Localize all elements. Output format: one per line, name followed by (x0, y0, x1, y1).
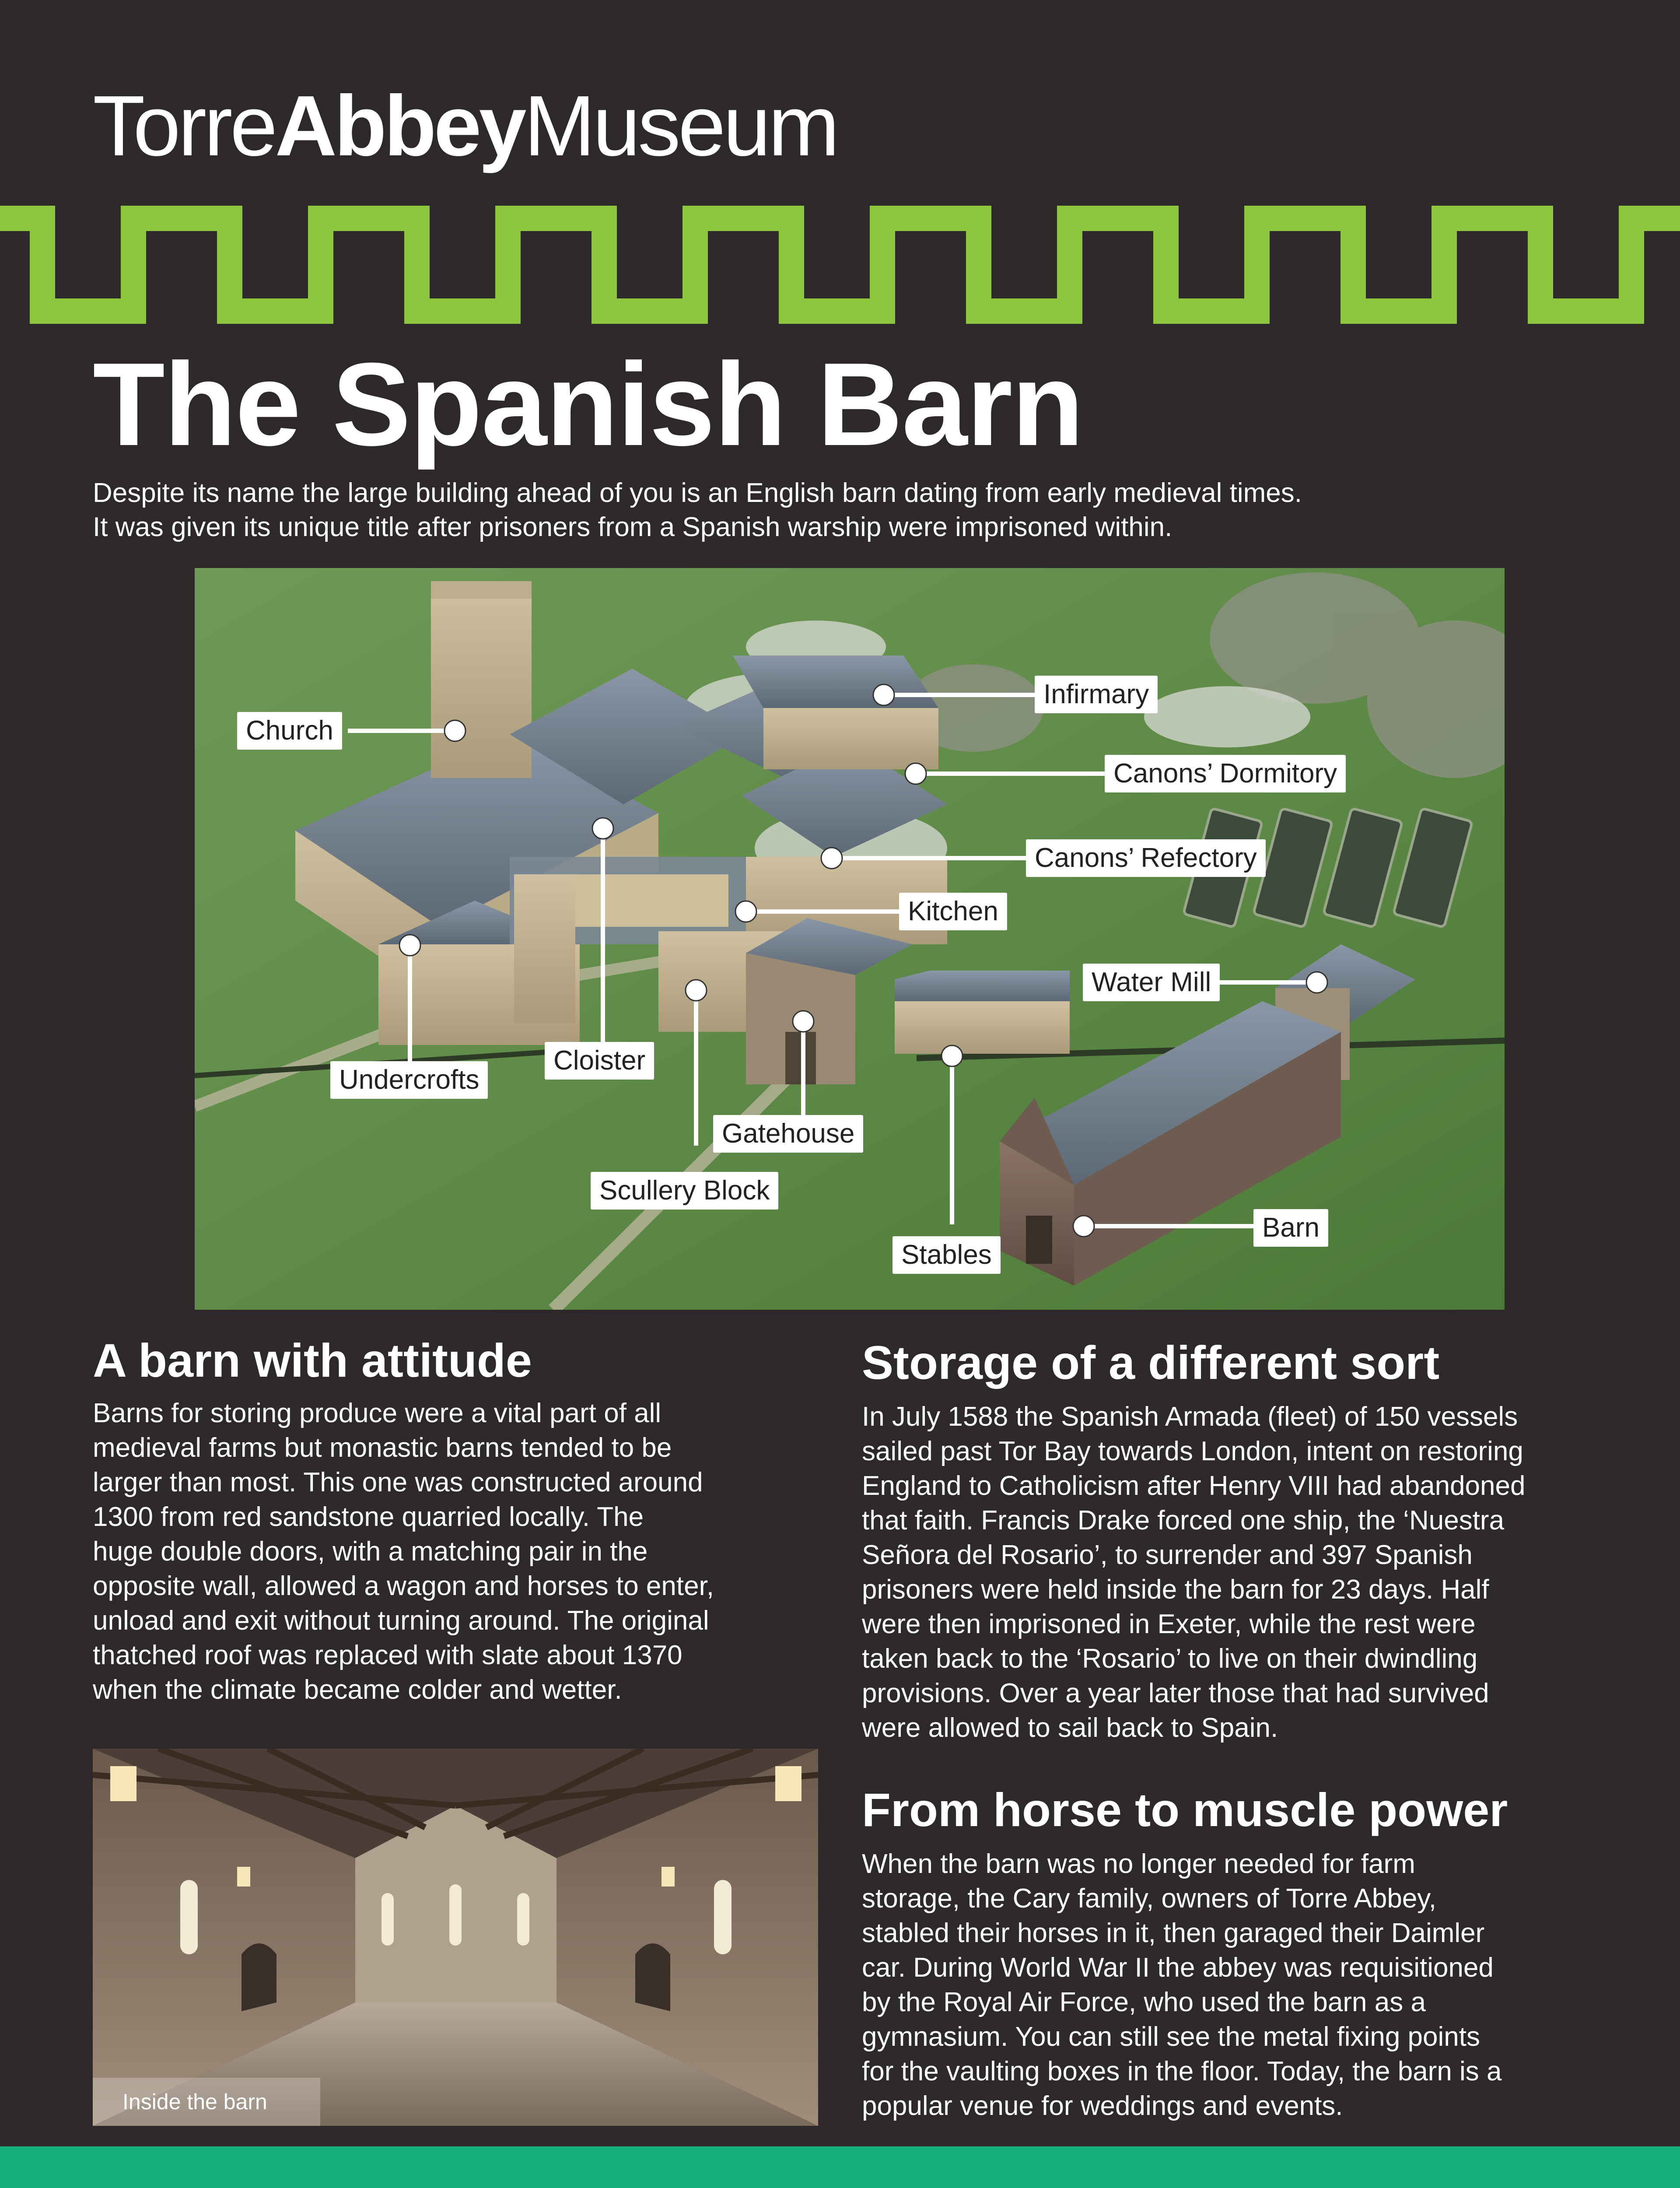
s1-line: opposite wall, allowed a wagon and horses to enter, (93, 1571, 714, 1601)
label-cloister: Cloister (545, 1042, 654, 1080)
intro-line-2: It was given its unique title after prisoners from a Spanish warship were imprisoned within. (93, 512, 1172, 542)
s3-line: stabled their horses in it, then garaged their Daimler (862, 1918, 1485, 1948)
footer-bar (0, 2146, 1680, 2188)
heading-horse-to-muscle: From horse to muscle power (862, 1783, 1508, 1836)
s2-line: England to Catholicism after Henry VIII had abandoned (862, 1471, 1526, 1501)
s1-line: larger than most. This one was constructed around (93, 1467, 703, 1497)
s3-line: storage, the Cary family, owners of Torre Abbey, (862, 1883, 1436, 1914)
photo-caption-text: Inside the barn (122, 2090, 267, 2114)
s2-line: Señora del Rosario’, to surrender and 397 Spanish (862, 1540, 1473, 1570)
s1-line: medieval farms but monastic barns tended to be (93, 1433, 672, 1463)
intro-line-1: Despite its name the large building ahead of you is an English barn dating from early medieval times. (93, 478, 1302, 508)
s2-line: provisions. Over a year later those that had survived (862, 1678, 1489, 1708)
barn-interior-illustration (93, 1749, 818, 2126)
s1-line: Barns for storing produce were a vital part of all (93, 1398, 662, 1428)
s3-line: When the barn was no longer needed for farm (862, 1849, 1415, 1879)
label-undercrofts: Undercrofts (330, 1061, 488, 1099)
label-scullery-block: Scullery Block (591, 1172, 778, 1210)
s2-line: were allowed to sail back to Spain. (862, 1713, 1278, 1743)
s3-line: popular venue for weddings and events. (862, 2091, 1343, 2121)
intro-text (93, 476, 1580, 544)
s1-line: unload and exit without turning around. The original (93, 1606, 709, 1636)
brand-museum: Museum (524, 78, 837, 174)
barn-interior-photo (93, 1749, 818, 2126)
s2-line: taken back to the ‘Rosario’ to live on their dwindling (862, 1644, 1478, 1674)
s1-line: thatched roof was replaced with slate about 1370 (93, 1640, 682, 1670)
s2-line: prisoners were held inside the barn for 23 days. Half (862, 1574, 1489, 1605)
s2-line: In July 1588 the Spanish Armada (fleet) of 150 vessels (862, 1402, 1518, 1432)
s3-line: for the vaulting boxes in the floor. Today, the barn is a (862, 2056, 1502, 2086)
label-stables: Stables (892, 1236, 1001, 1274)
label-water-mill: Water Mill (1083, 964, 1220, 1001)
s1-line: when the climate became colder and wetter. (93, 1675, 622, 1705)
label-gatehouse: Gatehouse (713, 1115, 863, 1153)
s2-line: that faith. Francis Drake forced one ship, the ‘Nuestra (862, 1505, 1505, 1536)
heading-storage-different-sort: Storage of a different sort (862, 1336, 1440, 1389)
heading-barn-with-attitude: A barn with attitude (93, 1334, 532, 1387)
abbey-aerial-map (195, 568, 1505, 1310)
page-title: The Spanish Barn (93, 339, 1083, 470)
label-church: Church (237, 712, 342, 750)
s3-line: car. During World War II the abbey was requisitioned (862, 1953, 1494, 1983)
label-barn: Barn (1253, 1209, 1328, 1247)
barn-with-attitude-text (93, 1396, 836, 1707)
photo-caption (93, 2078, 320, 2126)
crenellation-border (0, 206, 1680, 324)
brand-abbey: Abbey (275, 78, 524, 174)
storage-different-sort-text (862, 1399, 1632, 1745)
s1-line: huge double doors, with a matching pair in the (93, 1536, 648, 1567)
s2-line: sailed past Tor Bay towards London, intent on restoring (862, 1436, 1523, 1466)
s3-line: gymnasium. You can still see the metal fixing points (862, 2022, 1480, 2052)
label-canons-dormitory: Canons’ Dormitory (1105, 755, 1346, 792)
aerial-illustration (195, 568, 1505, 1310)
s2-line: were then imprisoned in Exeter, while the rest were (862, 1609, 1476, 1639)
label-infirmary: Infirmary (1035, 676, 1158, 713)
brand-torre: Torre (93, 78, 275, 174)
label-kitchen: Kitchen (899, 893, 1007, 930)
s3-line: by the Royal Air Force, who used the barn as a (862, 1987, 1426, 2017)
label-canons-refectory: Canons’ Refectory (1026, 839, 1266, 877)
horse-to-muscle-text (862, 1847, 1632, 2123)
museum-logo (93, 78, 837, 174)
s1-line: 1300 from red sandstone quarried locally. The (93, 1502, 644, 1532)
